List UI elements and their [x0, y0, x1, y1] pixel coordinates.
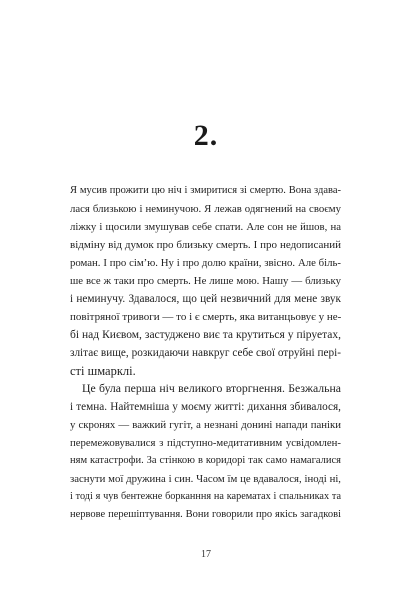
chapter-number: 2. — [193, 119, 219, 152]
text-line: заснути мої дружина і син. Часом їм це вдавалося, іноді ні, — [70, 473, 341, 485]
body-text — [70, 182, 341, 524]
paragraph-1 — [70, 182, 341, 380]
text-line: злітає вище, розкидаючи навкруг себе свої отруйні пері- — [70, 347, 341, 359]
paragraph-2 — [70, 380, 341, 524]
text-line: повітряної тривоги — то і є смерть, яка витанцьовує у не- — [70, 311, 342, 323]
text-line: відміну від думок про близьку смерть. І про недописаний — [70, 239, 341, 251]
text-line: у скронях — важкий гугіт, а незнані донині напади паніки — [70, 419, 341, 431]
text-line: ліжку і щосили змушував себе спати. Але сон не йшов, на — [70, 221, 341, 233]
text-line: ням катастрофи. За стінкою в коридорі так само намагалися — [70, 455, 341, 466]
page-number: 17 — [201, 549, 211, 560]
text-line: Я мусив прожити цю ніч і змиритися зі смертю. Вона здава- — [70, 185, 341, 196]
text-line: і тоді я чув бентежне борканння на карематах і спальниках та — [70, 491, 341, 502]
text-line: роман. І про сім’ю. Ну і про долю країни, звісно. Але біль- — [70, 257, 341, 269]
text-line: і неминучу. Здавалося, що цей незвичний для мене звук — [70, 293, 341, 305]
text-line: і темна. Найтемніша у моєму житті: дихання збивалося, — [70, 401, 341, 413]
text-line: ше все ж таки про смерть. Не лише мою. Нашу — близьку — [70, 275, 341, 287]
text-line: нервове перешіптування. Вони говорили про якісь загадкові — [70, 509, 341, 520]
text-line: Це була перша ніч великого вторгнення. Безжальна — [82, 382, 341, 395]
text-line: перемежовувалися з підступно-медитативним усвідомлен- — [70, 437, 341, 449]
text-line: сті шмарклі. — [70, 364, 136, 378]
text-line: лася близькою і неминучою. Я лежав одягнений на своєму — [70, 203, 341, 215]
text-line: бі над Києвом, застуджено виє та крутиться у піруетах, — [70, 329, 341, 341]
